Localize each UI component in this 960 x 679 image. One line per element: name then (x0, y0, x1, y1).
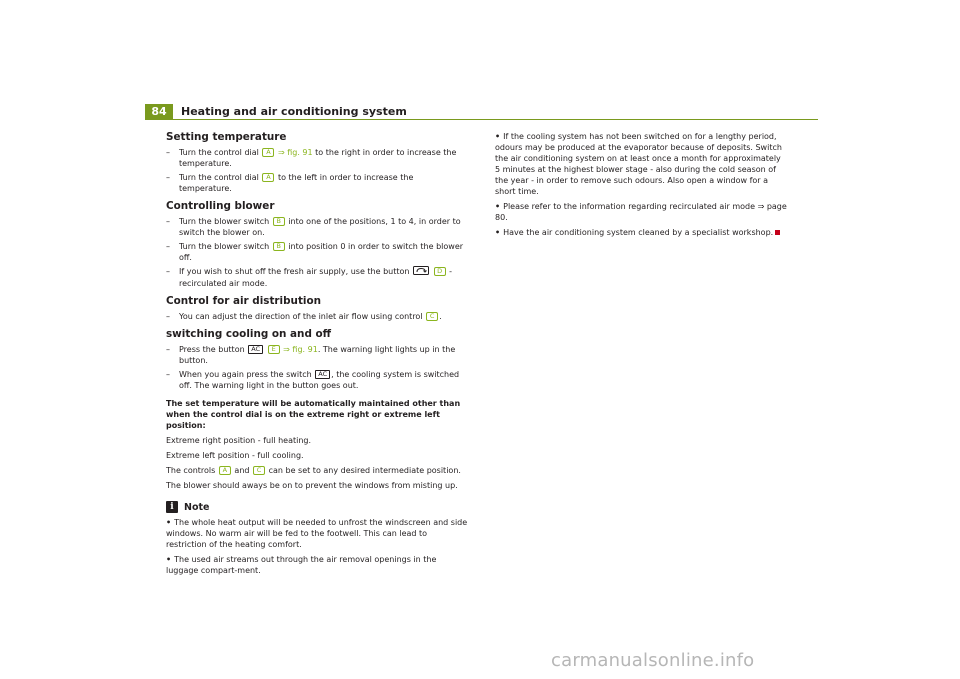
step (166, 369, 468, 391)
ac-button-label: AC (248, 345, 263, 354)
info-note-icon: i (166, 501, 178, 513)
control-badge-e: E (268, 345, 280, 354)
section-setting-temperature (166, 131, 468, 194)
step (166, 147, 468, 169)
controls-text-pre: The controls (166, 466, 216, 475)
step-text: Press the button (179, 345, 245, 354)
bullet-text: Have the air conditioning system cleaned by a specialist workshop. (503, 228, 774, 237)
step-text: , the cooling system is switched off. The warning light in the button goes out. (179, 370, 460, 390)
note-bullet (495, 201, 787, 223)
header-rule (145, 119, 818, 120)
ac-button-label: AC (315, 370, 330, 379)
step-text: You can adjust the direction of the inlet air flow using control (179, 312, 423, 321)
control-badge-a: A (219, 466, 231, 475)
step-text: - recirculated air mode. (179, 267, 453, 288)
step-text: If you wish to shut off the fresh air supply, use the button (179, 267, 410, 276)
section-controlling-blower (166, 200, 468, 289)
step-text: . The warning light lights up in the button. (179, 345, 456, 365)
end-of-section-mark (775, 230, 780, 235)
controls-text-post: can be set to any desired intermediate position. (268, 466, 461, 475)
step-text: into position 0 in order to switch the blower off. (179, 242, 464, 262)
bullet-icon: • (166, 518, 172, 527)
step-text: Turn the control dial (179, 173, 259, 182)
step-text: to the left in order to increase the temperature. (179, 173, 414, 193)
recirculation-icon (413, 266, 429, 278)
note-title: Note (184, 501, 210, 513)
control-badge-b: B (273, 217, 285, 226)
section-heading: Setting temperature (166, 131, 287, 143)
bullet-icon: • (495, 228, 501, 237)
controls-text (166, 465, 468, 476)
note-header (166, 501, 468, 513)
extreme-left-text: Extreme left position - full cooling. (166, 451, 304, 460)
step (166, 344, 468, 366)
step (166, 216, 468, 238)
step-text: . (439, 312, 442, 321)
note-bullet (495, 131, 787, 197)
bullet-text: The whole heat output will be needed to unfrost the windscreen and side windows. No warm air will be fed to the footwell. This can lead to restriction of the heating comfort. (166, 518, 468, 549)
control-badge-a: A (262, 173, 274, 182)
note-bullet (166, 517, 468, 550)
step (166, 172, 468, 194)
control-badge-c: C (253, 466, 265, 475)
step-text: Turn the control dial (179, 148, 259, 157)
step-text: into one of the positions, 1 to 4, in order to switch the blower on. (179, 217, 461, 237)
control-badge-a: A (262, 148, 274, 157)
bullet-icon: • (166, 555, 172, 564)
section-heading: Control for air distribution (166, 295, 322, 307)
page-number: 84 (145, 104, 173, 120)
running-title: Heating and air conditioning system (181, 105, 407, 118)
step-text: to the right in order to increase the temperature. (179, 148, 457, 168)
right-column (495, 131, 787, 238)
section-heading: Controlling blower (166, 200, 275, 212)
step (166, 311, 468, 322)
control-badge-d: D (434, 267, 446, 276)
control-badge-b: B (273, 242, 285, 251)
section-heading: switching cooling on and off (166, 328, 332, 340)
bullet-icon: • (495, 132, 501, 141)
note-bullet (495, 227, 787, 238)
blower-note: The blower should aways be on to prevent the windows from misting up. (166, 481, 458, 490)
bullet-icon: • (495, 202, 501, 211)
extreme-right-text: Extreme right position - full heating. (166, 436, 312, 445)
section-air-distribution (166, 295, 468, 322)
step-text: Turn the blower switch (179, 242, 270, 251)
figure-link[interactable]: ⇒ fig. 91 (277, 148, 313, 157)
controls-text-and: and (234, 466, 250, 475)
step-text: When you again press the switch (179, 370, 312, 379)
figure-link[interactable]: ⇒ fig. 91 (283, 345, 318, 354)
step (166, 266, 468, 289)
bullet-text: If the cooling system has not been switched on for a lengthy period, odours may be produced at the evaporator because of deposits. Switch the air conditioning system on at least once a month for approximately 5 minutes at the highest blower stage - also during the cold season of the year - in order to remove such odours. Also open a window for a short time. (495, 132, 782, 196)
watermark: carmanualsonline.info (551, 650, 755, 671)
auto-temperature-note: The set temperature will be automatically maintained other than when the control dial is on the extreme right or extreme left position: (166, 399, 461, 430)
step (166, 241, 468, 263)
note-bullet (166, 554, 468, 576)
control-badge-c: C (426, 312, 438, 321)
bullet-text: Please refer to the information regarding recirculated air mode ⇒ page 80. (495, 202, 787, 222)
section-cooling (166, 328, 468, 391)
step-text: Turn the blower switch (179, 217, 270, 226)
bullet-text: The used air streams out through the air removal openings in the luggage compart-ment. (166, 555, 437, 575)
left-column (166, 131, 468, 576)
